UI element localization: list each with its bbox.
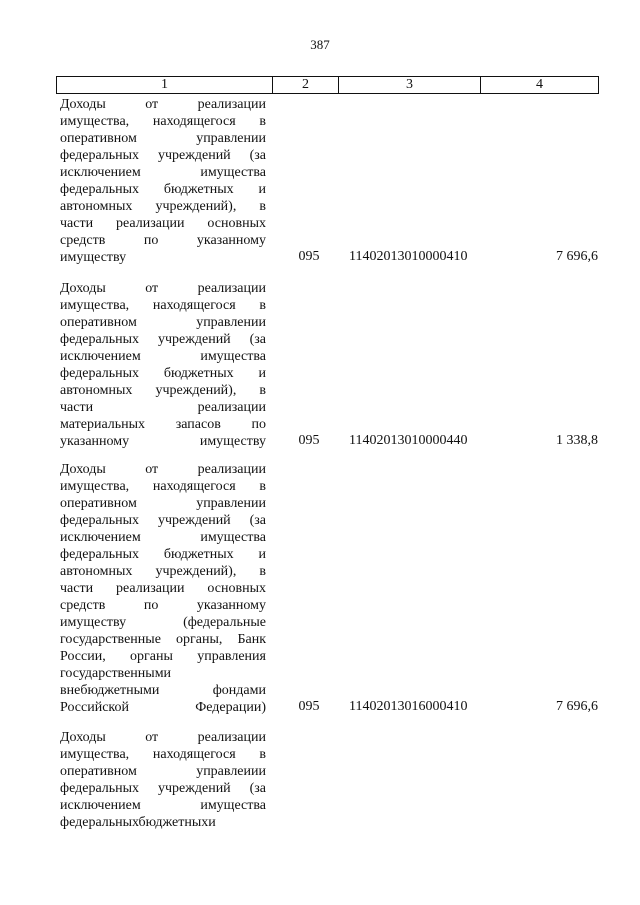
description-line — [60, 648, 266, 665]
description-word: (за — [249, 513, 266, 528]
description-word: управлеиии — [196, 764, 266, 779]
description-line — [60, 382, 266, 399]
description-word: реализации — [116, 581, 185, 596]
description-line — [60, 147, 266, 164]
description-line — [60, 461, 266, 478]
description-word: оперативном — [60, 764, 137, 779]
row-code-admin: 095 — [298, 249, 320, 264]
description-word: автономных — [60, 383, 133, 398]
description-word: федеральных — [60, 182, 140, 197]
description-word: основных — [207, 581, 266, 596]
description-word: управлении — [196, 315, 266, 330]
description-word: материальных — [60, 417, 146, 432]
description-word: учреждений — [157, 148, 231, 163]
description-word: бюджетных — [163, 547, 234, 562]
description-word: федеральных — [60, 332, 140, 347]
description-word: имущества — [200, 530, 266, 545]
description-word: в — [259, 298, 266, 313]
description-line — [60, 130, 266, 147]
description-word: в — [259, 747, 266, 762]
description-line — [60, 232, 266, 249]
description-line — [60, 478, 266, 495]
header-col-3: 3 — [339, 77, 481, 94]
description-word: указанному имуществу — [60, 434, 266, 449]
description-word: имуществу — [60, 250, 127, 265]
description-word: бюджетных — [163, 182, 234, 197]
page-number: 387 — [310, 37, 330, 52]
description-word: находящегося — [152, 479, 236, 494]
header-col-4: 4 — [481, 77, 599, 94]
description-word: оперативном — [60, 496, 137, 511]
description-line — [60, 665, 266, 682]
description-line — [60, 433, 266, 450]
description-line — [60, 682, 266, 699]
description-line — [60, 215, 266, 232]
description-word: в — [259, 199, 266, 214]
header-col-1: 1 — [57, 77, 273, 94]
description-line — [60, 416, 266, 433]
description-line — [60, 763, 266, 780]
description-word: автономных — [60, 199, 133, 214]
description-line — [60, 797, 266, 814]
description-word: исключением — [60, 798, 141, 813]
description-word: и — [208, 815, 216, 830]
description-line — [60, 699, 266, 716]
description-line — [60, 546, 266, 563]
description-word: федеральных — [60, 547, 140, 562]
description-line — [60, 164, 266, 181]
description-word: реализации — [197, 730, 266, 745]
description-word: имущества, — [60, 479, 130, 494]
row-amount: 7 696,6 — [556, 699, 598, 714]
description-word: учреждений — [157, 332, 231, 347]
description-line — [60, 614, 266, 631]
description-word: в — [259, 383, 266, 398]
description-word: реализации — [116, 216, 185, 231]
description-line — [60, 729, 266, 746]
description-line — [60, 780, 266, 797]
description-word: и — [258, 366, 266, 381]
description-word: Доходы — [60, 281, 106, 296]
description-word: (за — [249, 332, 266, 347]
description-line — [60, 746, 266, 763]
row-amount: 7 696,6 — [556, 249, 598, 264]
description-word: в — [259, 564, 266, 579]
description-word: находящегося — [152, 298, 236, 313]
description-word: части — [60, 216, 94, 231]
description-word: в — [259, 479, 266, 494]
description-word: (за — [249, 781, 266, 796]
description-word: по — [143, 233, 159, 248]
description-word: федеральных — [60, 815, 139, 830]
row-code-kbk: 11402013010000410 — [349, 249, 468, 264]
description-line — [60, 331, 266, 348]
description-word: запасов — [175, 417, 221, 432]
description-word: от — [145, 462, 159, 477]
description-word: части — [60, 400, 94, 415]
description-word: учреждений), — [155, 383, 237, 398]
description-line — [60, 198, 266, 215]
description-word: имущества, — [60, 114, 130, 129]
description-word: в — [259, 114, 266, 129]
row-description — [60, 461, 266, 716]
description-word: бюджетных — [138, 815, 209, 830]
description-line — [60, 563, 266, 580]
description-line — [60, 348, 266, 365]
description-word: части — [60, 581, 94, 596]
description-word: управлении — [196, 496, 266, 511]
description-word: указанному — [196, 598, 266, 613]
description-word: находящегося — [152, 747, 236, 762]
row-description — [60, 729, 266, 831]
description-line — [60, 399, 266, 416]
description-word: имущества — [200, 349, 266, 364]
description-line — [60, 96, 266, 113]
description-line — [60, 113, 266, 130]
row-code-kbk: 11402013016000410 — [349, 699, 468, 714]
row-description — [60, 96, 266, 266]
description-word: России, — [60, 649, 106, 664]
description-word: от — [145, 97, 159, 112]
description-line — [60, 631, 266, 648]
description-word: Доходы — [60, 462, 106, 477]
description-line — [60, 529, 266, 546]
row-code-admin: 095 — [298, 433, 320, 448]
description-word: средств — [60, 598, 106, 613]
description-word: Доходы — [60, 97, 106, 112]
description-word: (за — [249, 148, 266, 163]
description-word: государственными — [60, 666, 172, 681]
description-word: исключением — [60, 349, 141, 364]
description-line — [60, 314, 266, 331]
description-word: по — [251, 417, 266, 432]
description-line — [60, 814, 266, 831]
description-word: имущества — [200, 798, 266, 813]
description-word: находящегося — [152, 114, 236, 129]
description-word: учреждений — [157, 781, 231, 796]
description-word: реализации — [197, 400, 266, 415]
description-word: федеральных — [60, 513, 140, 528]
description-word: оперативном — [60, 315, 137, 330]
description-word: имуществу — [60, 615, 127, 630]
description-word: федеральных — [60, 148, 140, 163]
row-amount: 1 338,8 — [556, 433, 598, 448]
description-word: и — [258, 547, 266, 562]
description-line — [60, 495, 266, 512]
description-word: от — [145, 730, 159, 745]
description-line — [60, 297, 266, 314]
description-word: управления — [197, 649, 266, 664]
description-word: автономных — [60, 564, 133, 579]
description-word: управлении — [196, 131, 266, 146]
description-line — [60, 597, 266, 614]
description-word: Доходы — [60, 730, 106, 745]
description-word: фондами — [212, 683, 266, 698]
description-word: исключением — [60, 165, 141, 180]
description-word: Российской Федерации) — [60, 700, 266, 715]
description-word: имущества — [200, 165, 266, 180]
description-line — [60, 512, 266, 529]
description-word: федеральных — [60, 366, 140, 381]
description-word: средств — [60, 233, 106, 248]
description-word: оперативном — [60, 131, 137, 146]
description-word: реализации — [197, 97, 266, 112]
description-word: указанному — [196, 233, 266, 248]
description-line — [60, 580, 266, 597]
description-word: от — [145, 281, 159, 296]
row-code-kbk: 11402013010000440 — [349, 433, 468, 448]
description-word: органы — [130, 649, 173, 664]
description-word: учреждений), — [155, 199, 237, 214]
description-word: федеральных — [60, 781, 140, 796]
description-word: и — [258, 182, 266, 197]
description-line — [60, 280, 266, 297]
description-word: реализации — [197, 462, 266, 477]
table-header — [56, 76, 599, 94]
description-line — [60, 181, 266, 198]
description-line — [60, 365, 266, 382]
description-word: реализации — [197, 281, 266, 296]
description-word: внебюджетными — [60, 683, 160, 698]
description-word: исключением — [60, 530, 141, 545]
description-word: имущества, — [60, 298, 130, 313]
description-word: основных — [207, 216, 266, 231]
header-col-2: 2 — [273, 77, 339, 94]
description-word: по — [143, 598, 159, 613]
description-word: бюджетных — [163, 366, 234, 381]
description-line — [60, 249, 266, 266]
description-word: (федеральные — [183, 615, 266, 630]
row-code-admin: 095 — [298, 699, 320, 714]
row-description — [60, 280, 266, 450]
description-word: учреждений), — [155, 564, 237, 579]
description-word: имущества, — [60, 747, 130, 762]
description-word: учреждений — [157, 513, 231, 528]
description-word: государственные органы, Банк — [60, 632, 266, 647]
